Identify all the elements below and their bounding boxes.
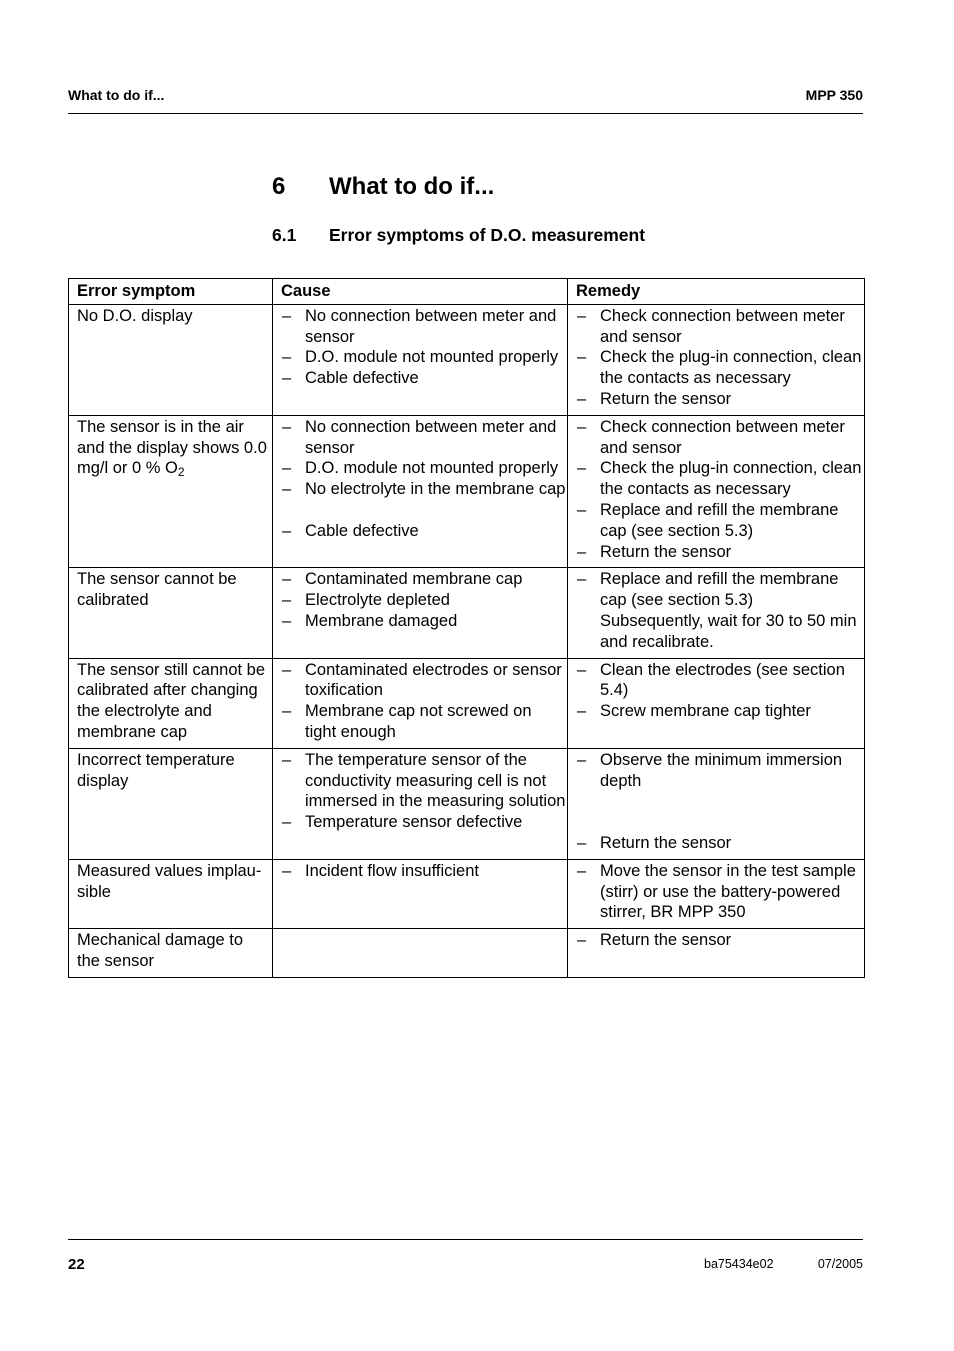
symptom-text: The sensor is in the air and the display shows 0.0 mg/l or 0 % O	[77, 417, 267, 478]
cause-cell	[273, 568, 568, 658]
column-header-remedy: Remedy	[568, 279, 865, 305]
remedy-item: – Move the sensor in the test sample (stirr) or use the battery-powered stirrer, BR MPP 350	[574, 861, 863, 923]
remedy-item: – Check connection between meter and sensor	[574, 417, 863, 459]
chapter-heading	[272, 173, 494, 201]
running-header-product: MPP 350	[805, 87, 863, 103]
remedy-item: – Replace and refill the membrane cap (see section 5.3)	[574, 569, 863, 611]
cause-cell	[273, 415, 568, 568]
remedy-item: – Return the sensor	[574, 542, 863, 563]
column-header-symptom: Error symptom	[69, 279, 273, 305]
cause-item: – No connection between meter and sensor	[279, 306, 566, 348]
remedy-cell	[568, 748, 865, 859]
cause-item: – No electrolyte in the membrane cap	[279, 479, 566, 500]
symptom-cell: Incorrect temperature display	[69, 748, 273, 859]
chapter-title: What to do if...	[329, 173, 495, 200]
remedy-cell	[568, 415, 865, 568]
cause-item: – D.O. module not mounted properly	[279, 458, 566, 479]
cause-cell	[273, 748, 568, 859]
remedy-item: – Clean the electrodes (see section 5.4)	[574, 660, 863, 702]
document-id: ba75434e02	[704, 1257, 774, 1271]
table-row	[69, 748, 865, 859]
table-row	[69, 658, 865, 748]
remedy-item: – Check the plug-in connection, clean the contacts as necessary	[574, 347, 863, 389]
cause-cell	[273, 304, 568, 415]
footer-divider	[68, 1239, 863, 1240]
symptom-cell: No D.O. display	[69, 304, 273, 415]
symptom-cell: Mechanical damage to the sensor	[69, 929, 273, 978]
cause-cell	[273, 929, 568, 978]
cause-item: – Membrane cap not screwed on tight enough	[279, 701, 566, 743]
section-title: Error symptoms of D.O. measurement	[329, 225, 646, 245]
table-row	[69, 415, 865, 568]
remedy-item: – Return the sensor	[574, 833, 863, 854]
cause-item: – Cable defective	[279, 368, 566, 389]
error-symptoms-table	[68, 278, 865, 978]
page-number: 22	[68, 1256, 85, 1273]
table-row	[69, 304, 865, 415]
symptom-cell	[69, 415, 273, 568]
cause-cell	[273, 658, 568, 748]
cause-item: – Cable defective	[279, 521, 566, 542]
table-header-row	[69, 279, 865, 305]
remedy-item: – Check the plug-in connection, clean the contacts as necessary	[574, 458, 863, 500]
remedy-cell	[568, 568, 865, 658]
document-date: 07/2005	[817, 1257, 863, 1271]
section-heading	[272, 225, 645, 246]
symptom-subscript: 2	[177, 465, 185, 480]
remedy-note: Subsequently, wait for 30 to 50 min and recalibrate.	[600, 611, 857, 651]
symptom-cell: The sensor cannot be calibrated	[69, 568, 273, 658]
cause-item: – D.O. module not mounted properly	[279, 347, 566, 368]
remedy-item: – Replace and refill the membrane cap (see section 5.3)	[574, 500, 863, 542]
cause-item: – Contaminated electrodes or sensor toxification	[279, 660, 566, 702]
remedy-item: – Check connection between meter and sensor	[574, 306, 863, 348]
cause-item: – Membrane damaged	[279, 611, 566, 632]
cause-item: – Contaminated membrane cap	[279, 569, 566, 590]
cause-item: – Temperature sensor defective	[279, 812, 566, 833]
cause-item: – Electrolyte depleted	[279, 590, 566, 611]
symptom-cell: Measured values implau-sible	[69, 859, 273, 928]
remedy-cell	[568, 929, 865, 978]
remedy-item: – Observe the minimum immersion depth	[574, 750, 863, 792]
table-row	[69, 929, 865, 978]
remedy-cell	[568, 658, 865, 748]
table-row	[69, 859, 865, 928]
chapter-number: 6	[272, 173, 286, 200]
cause-item: – The temperature sensor of the conductivity measuring cell is not immersed in the measuring solution	[279, 750, 566, 812]
cause-item: – Incident flow insufficient	[279, 861, 566, 882]
table-row	[69, 568, 865, 658]
header-divider	[68, 113, 863, 114]
remedy-item: – Return the sensor	[574, 930, 863, 951]
running-header-title: What to do if...	[68, 87, 165, 103]
remedy-cell	[568, 859, 865, 928]
column-header-cause: Cause	[273, 279, 568, 305]
symptom-cell: The sensor still cannot be calibrated after changing the electrolyte and membrane cap	[69, 658, 273, 748]
remedy-cell	[568, 304, 865, 415]
remedy-item: – Return the sensor	[574, 389, 863, 410]
remedy-item: – Screw membrane cap tighter	[574, 701, 863, 722]
section-number: 6.1	[272, 225, 297, 245]
cause-item: – No connection between meter and sensor	[279, 417, 566, 459]
cause-cell	[273, 859, 568, 928]
